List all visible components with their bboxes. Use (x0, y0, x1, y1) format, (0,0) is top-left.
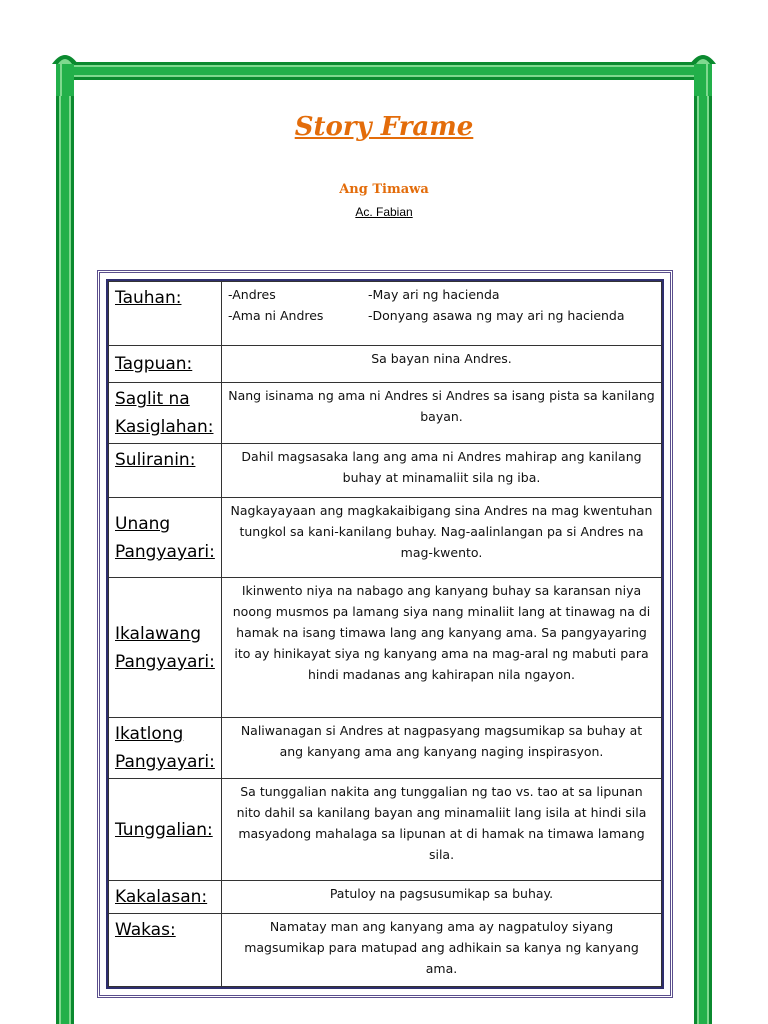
character: -Donyang asawa ng may ari ng hacienda (368, 308, 625, 323)
row-content: Sa tunggalian nakita ang tunggalian ng tao vs. tao at sa lipunan nito dahil sa kanilang bayan ang minamaliit lang isila at hindi sila masyadong mahalaga sa lipunan at di hamak na timawa lamang sila. (222, 779, 662, 881)
row-label: Saglit na Kasiglahan: (109, 383, 222, 444)
row-label: Tunggalian: (109, 779, 222, 881)
character: -Andres (228, 287, 276, 302)
table-row (109, 346, 662, 383)
row-content: Namatay man ang kanyang ama ay nagpatuloy siyang magsumikap para matupad ang adhikain sa kanya ng kanyang ama. (222, 914, 662, 987)
row-label: Tauhan: (109, 282, 222, 346)
table-row (109, 779, 662, 881)
row-content: Nagkayayaan ang magkakaibigang sina Andres na mag kwentuhan tungkol sa kani-kanilang buhay. Nag-aalinlangan pa si Andres na mag-kwento. (222, 498, 662, 578)
row-label: Suliranin: (109, 444, 222, 498)
character: -Ama ni Andres (228, 308, 324, 323)
author-name: Ac. Fabian (355, 205, 413, 219)
table-row (109, 282, 662, 346)
table-row (109, 383, 662, 444)
row-content: Dahil magsasaka lang ang ama ni Andres mahirap ang kanilang buhay at minamaliit sila ng iba. (222, 444, 662, 498)
corner-ornament-icon (684, 46, 724, 96)
table-row (109, 444, 662, 498)
row-content: Sa bayan nina Andres. (222, 346, 662, 383)
story-title: Ang Timawa (339, 182, 429, 197)
row-label: Unang Pangyayari: (109, 498, 222, 578)
corner-ornament-icon (44, 46, 84, 96)
page-title: Story Frame (294, 112, 474, 142)
row-label: Wakas: (109, 914, 222, 987)
table-row (109, 914, 662, 987)
story-frame-table (97, 270, 673, 998)
table-row (109, 498, 662, 578)
row-content: Naliwanagan si Andres at nagpasyang magsumikap sa buhay at ang kanyang ama ang kanyang naging inspirasyon. (222, 718, 662, 779)
row-content: Ikinwento niya na nabago ang kanyang buhay sa karansan niya noong musmos pa lamang siya nang minaliit lang at tinawag na di hamak na isang timawa lang ang kanyang ama. Sa pangyayaring ito ay hinikayat siya ng kanyang ama na mag-aral ng mabuti para hindi madanas ang kahirapan nila ngayon. (222, 578, 662, 718)
row-label: Ikatlong Pangyayari: (109, 718, 222, 779)
row-label: Ikalawang Pangyayari: (109, 578, 222, 718)
character: -May ari ng hacienda (368, 287, 500, 302)
row-content: Nang isinama ng ama ni Andres si Andres sa isang pista sa kanilang bayan. (222, 383, 662, 444)
story-table (108, 281, 662, 987)
row-label: Tagpuan: (109, 346, 222, 383)
table-row (109, 881, 662, 914)
table-row (109, 578, 662, 718)
row-label: Kakalasan: (109, 881, 222, 914)
table-row (109, 718, 662, 779)
characters-cell (222, 282, 662, 346)
row-content: Patuloy na pagsusumikap sa buhay. (222, 881, 662, 914)
decorative-border-top (56, 62, 712, 80)
